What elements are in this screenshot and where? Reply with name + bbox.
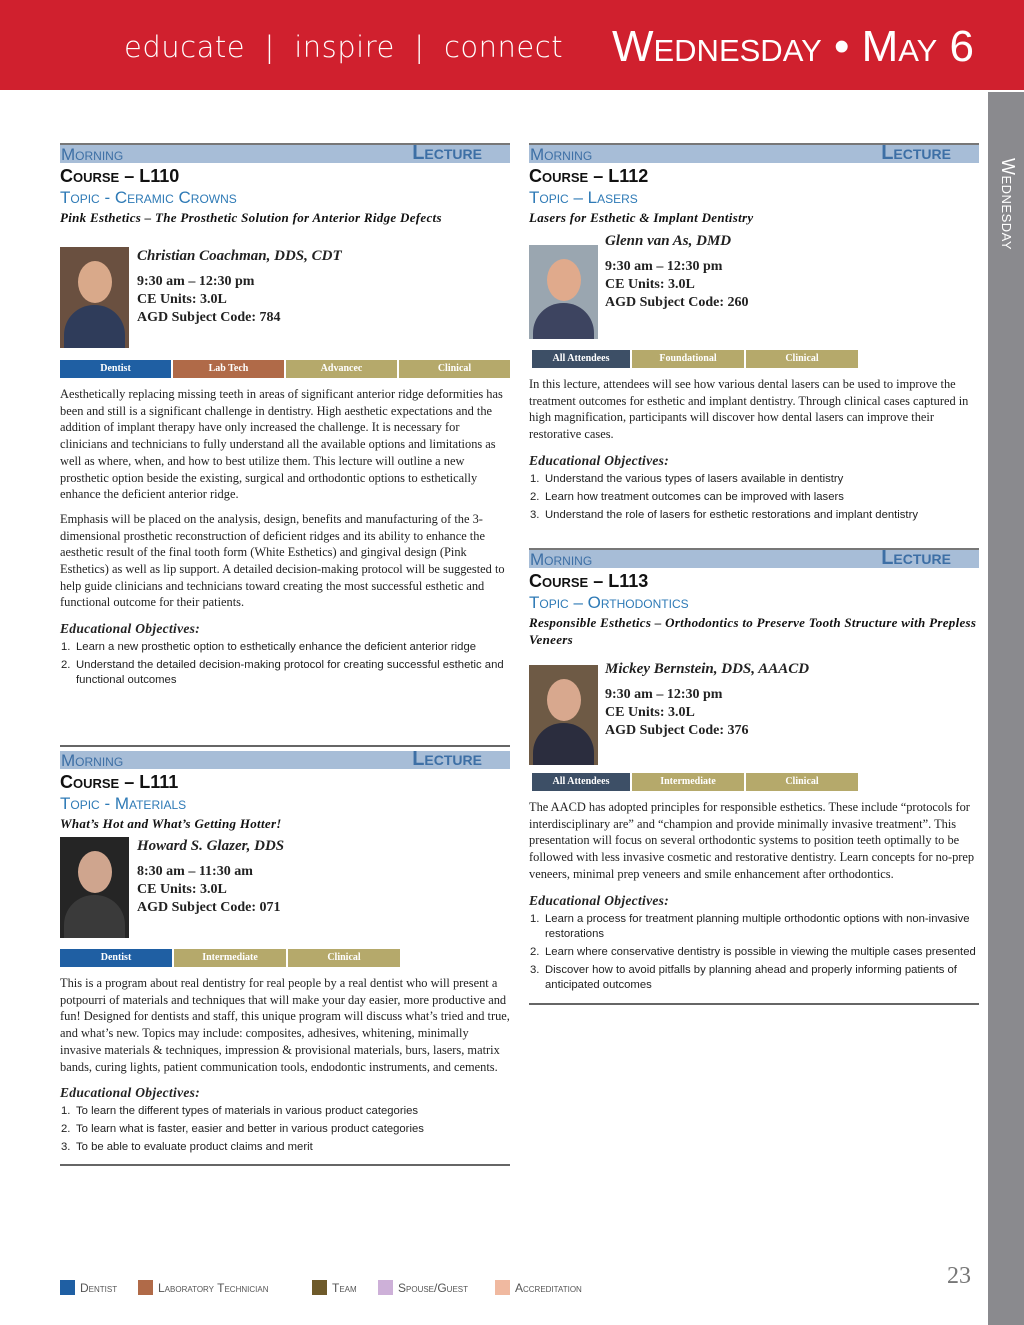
description-paragraph: This is a program about real dentistry for real people by a real dentist who will present a potpourri of materials and techniques that will make your day easier, more productive and fun! Designed for dentists and staff, this unique program will discuss what’s tried and true, and what’s new. Topics may include: composites, adhesives, whitening, minimally invasive materials & techniques, impression & provisional materials, burs, lasers, matrix bands, curing lights, patient communication tools, endodontic instruments, and cements. xyxy=(60,976,510,1074)
time-of-day: Morning xyxy=(530,550,593,569)
audience-legend xyxy=(60,1280,582,1295)
objectives-heading: Educational Objectives: xyxy=(529,892,670,908)
description-paragraph: Emphasis will be placed on the analysis, design, benefits and manufacturing of the 3-dimensional prosthetic reconstruction of deficient ridges and its ability to enhance the aesthetic result of the final tooth form (White Esthetics) and gingival design (Pink Esthetics) as well as lip support. A detailed decision-making protocol will be suggested to help guide clinicians and technicians toward creating the most successful esthetic and functional outcome for their patients. xyxy=(60,511,505,610)
legend-swatch xyxy=(378,1280,393,1295)
tag-clinical: Clinical xyxy=(288,949,400,967)
tagline: educate | inspire | connect xyxy=(124,30,564,64)
speaker-name: Mickey Bernstein, DDS, AAACD xyxy=(605,661,810,677)
audience-tags xyxy=(60,360,510,378)
speaker-photo xyxy=(529,245,598,339)
legend-item-team: Team xyxy=(312,1280,378,1295)
format-label: Lecture xyxy=(881,142,951,164)
objective-item: 2. Learn how treatment outcomes can be improved with lasers xyxy=(530,490,844,503)
course-card-l111 xyxy=(60,745,510,1166)
speaker-name: Howard S. Glazer, DDS xyxy=(137,838,285,854)
objective-item: 1. To learn the different types of materials in various product categories xyxy=(61,1105,419,1118)
tag-clinical: Clinical xyxy=(746,350,858,368)
tag-level: Foundational xyxy=(632,350,744,368)
speaker-photo xyxy=(60,837,129,938)
session-bar xyxy=(60,143,510,163)
time-of-day: Morning xyxy=(61,751,124,770)
course-code: Course – L113 xyxy=(529,571,649,591)
format-label: Lecture xyxy=(881,547,951,569)
course-title: Responsible Esthetics – Orthodontics to Preserve Tooth Structure with Prepless Veneers xyxy=(529,615,977,647)
tag-dentist: Dentist xyxy=(60,949,172,967)
page-header xyxy=(0,0,1024,90)
divider xyxy=(60,745,510,747)
session-bar xyxy=(529,548,979,568)
speaker-block xyxy=(60,837,510,940)
speaker-block xyxy=(529,232,979,340)
audience-tags xyxy=(532,773,979,791)
speaker-block xyxy=(60,247,510,350)
objective-item: 1. Learn a process for treatment planning multiple orthodontic options with non-invasive restorations xyxy=(530,912,970,940)
legend-swatch xyxy=(312,1280,327,1295)
objective-item: 3. To be able to evaluate product claims and merit xyxy=(61,1141,313,1154)
course-topic: Topic - Materials xyxy=(60,794,187,813)
course-title: What’s Hot and What’s Getting Hotter! xyxy=(60,816,282,831)
speaker-name: Christian Coachman, DDS, CDT xyxy=(137,248,342,264)
objective-item: 2. To learn what is faster, easier and better in various product categories xyxy=(61,1123,424,1136)
course-title: Lasers for Esthetic & Implant Dentistry xyxy=(529,210,754,225)
tag-dentist: Dentist xyxy=(60,360,171,378)
tag-lab-tech: Lab Tech xyxy=(173,360,284,378)
side-tab-label: Wednesday xyxy=(998,158,1018,251)
side-tab xyxy=(988,92,1024,1325)
course-card-l110 xyxy=(60,143,510,688)
objective-item: 3. Discover how to avoid pitfalls by planning ahead and properly informing patients of anticipated outcomes xyxy=(530,963,957,991)
tag-clinical: Clinical xyxy=(399,360,510,378)
time-of-day: Morning xyxy=(61,145,124,164)
legend-item-spouse-guest: Spouse/Guest xyxy=(378,1280,495,1295)
description-paragraph: The AACD has adopted principles for responsible esthetics. These include “protocols for interdisciplinary are” and “champion and provide minimally invasive treatment”. This presentation will focus on several orthodontic systems to position teeth optimally to be followed with less invasive cosmetic and restorative dentistry. Learn concepts for no-prep veneers, minimal prep veneers and smile enhancement after orthodontics. xyxy=(529,800,975,881)
tag-level: Intermediate xyxy=(632,773,744,791)
course-code: Course – L112 xyxy=(529,166,649,186)
objectives-heading: Educational Objectives: xyxy=(60,1085,201,1101)
ce-units: CE Units: 3.0L xyxy=(605,277,695,292)
description-paragraph: In this lecture, attendees will see how various dental lasers can be used to improve the treatment outcomes for esthetic and implant dentistry. Through clinical cases captured in high magnification, participants will discover how dental lasers can improve their restorative cases. xyxy=(529,377,969,442)
session-bar xyxy=(529,143,979,163)
objectives-heading: Educational Objectives: xyxy=(529,452,670,468)
speaker-name: Glenn van As, DMD xyxy=(605,233,732,249)
course-topic: Topic – Orthodontics xyxy=(529,593,689,612)
course-card-l112 xyxy=(529,143,979,523)
course-code: Course – L111 xyxy=(60,772,179,792)
session-bar xyxy=(60,748,510,770)
tag-clinical: Clinical xyxy=(746,773,858,791)
audience-tags xyxy=(60,949,510,967)
course-topic: Topic – Lasers xyxy=(529,188,638,207)
agd-code: AGD Subject Code: 376 xyxy=(605,723,749,738)
ce-units: CE Units: 3.0L xyxy=(137,882,227,897)
session-time: 9:30 am – 12:30 pm xyxy=(605,259,723,274)
page-number: 23 xyxy=(947,1263,971,1289)
speaker-photo xyxy=(60,247,129,348)
format-label: Lecture xyxy=(412,748,482,770)
course-title: Pink Esthetics – The Prosthetic Solution for Anterior Ridge Defects xyxy=(60,210,442,225)
agd-code: AGD Subject Code: 784 xyxy=(137,310,281,325)
tag-level: Advancec xyxy=(286,360,397,378)
divider xyxy=(60,1164,510,1166)
objective-item: 1. Learn a new prosthetic option to esthetically enhance the deficient anterior ridge xyxy=(61,641,477,654)
objectives-list xyxy=(60,640,510,688)
objective-item: 2. Understand the detailed decision-making protocol for creating successful esthetic and functional outcomes xyxy=(61,659,504,687)
legend-swatch xyxy=(495,1280,510,1295)
objectives-list xyxy=(529,472,979,523)
divider xyxy=(529,1003,979,1005)
audience-tags xyxy=(532,350,979,368)
legend-swatch xyxy=(60,1280,75,1295)
legend-swatch xyxy=(138,1280,153,1295)
description-paragraph: Aesthetically replacing missing teeth in areas of significant anterior ridge deformities has been and still is a significant challenge in dentistry. High aesthetic expectations and the addition of implant therapy have only increased the challenge. It is necessary for clinicians and technicians to fully understand all the available options and limitations as well as where, when, and how to best utilize them. This lecture will outline a new prosthetic option beside the existing, surgical and orthodontic options to esthetically enhance the deficient anterior ridge. xyxy=(60,387,503,502)
agd-code: AGD Subject Code: 071 xyxy=(137,900,281,915)
tag-all-attendees: All Attendees xyxy=(532,350,630,368)
objectives-list xyxy=(60,1104,510,1155)
course-topic: Topic - Ceramic Crowns xyxy=(60,188,237,207)
format-label: Lecture xyxy=(412,142,482,164)
legend-item-accreditation: Accreditation xyxy=(495,1280,582,1295)
ce-units: CE Units: 3.0L xyxy=(137,292,227,307)
objective-item: 2. Learn where conservative dentistry is possible in viewing the multiple cases presented xyxy=(530,945,976,958)
agd-code: AGD Subject Code: 260 xyxy=(605,295,749,310)
course-code: Course – L110 xyxy=(60,166,180,186)
objective-item: 3. Understand the role of lasers for esthetic restorations and implant dentistry xyxy=(530,508,918,521)
ce-units: CE Units: 3.0L xyxy=(605,705,695,720)
session-time: 9:30 am – 12:30 pm xyxy=(137,274,255,289)
session-time: 9:30 am – 12:30 pm xyxy=(605,687,723,702)
time-of-day: Morning xyxy=(530,145,593,164)
legend-item-laboratory-technician: Laboratory Technician xyxy=(138,1280,312,1295)
legend-item-dentist: Dentist xyxy=(60,1280,138,1295)
speaker-photo xyxy=(529,665,598,765)
tag-level: Intermediate xyxy=(174,949,286,967)
speaker-block xyxy=(529,660,979,770)
day-date-heading: Wednesday • May 6 xyxy=(611,22,974,71)
tag-all-attendees: All Attendees xyxy=(532,773,630,791)
objectives-list xyxy=(529,912,979,993)
objective-item: 1. Understand the various types of lasers available in dentistry xyxy=(530,472,844,485)
objectives-heading: Educational Objectives: xyxy=(60,621,201,637)
course-card-l113 xyxy=(529,548,979,1005)
session-time: 8:30 am – 11:30 am xyxy=(137,864,253,879)
